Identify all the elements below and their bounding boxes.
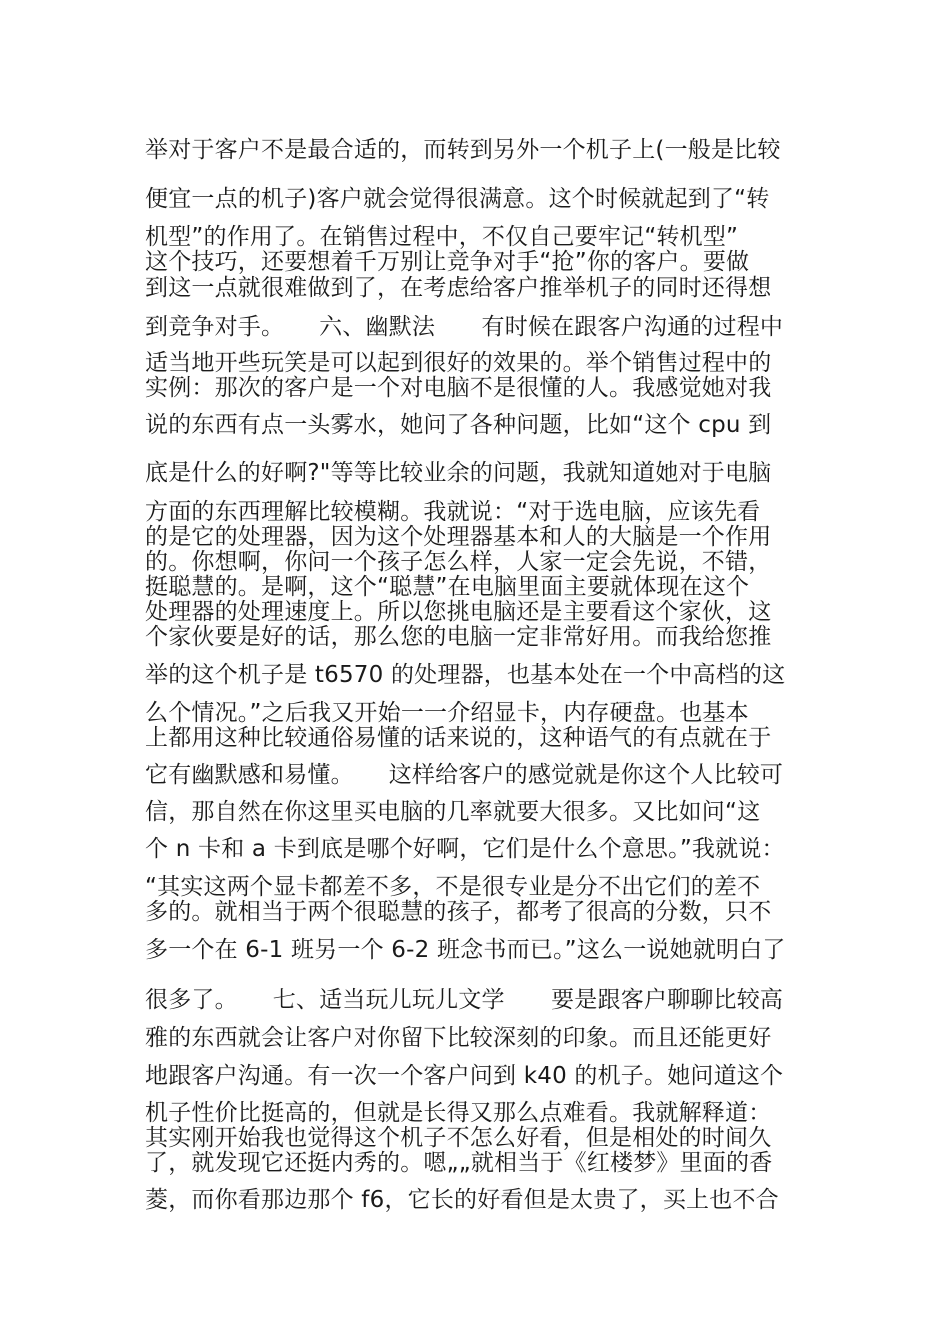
- text-line: 机型”的作用了。在销售过程中，不仅自己要牢记“转机型”: [145, 224, 739, 250]
- text-line: 便宜一点的机子)客户就会觉得很满意。这个时候就起到了“转: [145, 186, 770, 212]
- text-line: 很多了。 七、适当玩儿玩儿文学 要是跟客户聊聊比较高: [145, 987, 784, 1013]
- text-line: 这个技巧，还要想着千万别让竞争对手“抢”你的客户。要做: [145, 249, 750, 275]
- text-line: 到这一点就很难做到了，在考虑给客户推举机子的同时还得想: [145, 275, 772, 301]
- text-line: 菱，而你看那边那个 f6，它长的好看但是太贵了，买上也不合: [145, 1187, 779, 1213]
- text-line: 多一个在 6-1 班另一个 6-2 班念书而已。”这么一说她就明白了: [145, 937, 786, 963]
- text-line: 其实刚开始我也觉得这个机子不怎么好看，但是相处的时间久: [145, 1125, 772, 1151]
- text-line: 举的这个机子是 t6570 的处理器，也基本处在一个中高档的这: [145, 662, 786, 688]
- text-line: 适当地开些玩笑是可以起到很好的效果的。举个销售过程中的: [145, 350, 772, 376]
- text-line: 方面的东西理解比较模糊。我就说：“对于选电脑，应该先看: [145, 499, 761, 525]
- text-line: 个 n 卡和 a 卡到底是哪个好啊，它们是什么个意思。”我就说：: [145, 836, 785, 862]
- text-line: “其实这两个显卡都差不多，不是很专业是分不出它们的差不: [145, 874, 761, 900]
- text-line: 处理器的处理速度上。所以您挑电脑还是主要看这个家伙，这: [145, 599, 772, 625]
- text-line: 了，就发现它还挺内秀的。嗯„„就相当于《红楼梦》里面的香: [145, 1150, 773, 1176]
- text-line: 它有幽默感和易懂。 这样给客户的感觉就是你这个人比较可: [145, 762, 784, 788]
- text-line: 多的。就相当于两个很聪慧的孩子，都考了很高的分数，只不: [145, 899, 772, 925]
- text-line: 到竞争对手。 六、幽默法 有时候在跟客户沟通的过程中: [145, 314, 784, 340]
- text-line: 机子性价比挺高的，但就是长得又那么点难看。我就解释道：: [145, 1100, 772, 1126]
- text-line: 挺聪慧的。是啊，这个“聪慧”在电脑里面主要就体现在这个: [145, 574, 750, 600]
- text-line: 说的东西有点一头雾水，她问了各种问题，比如“这个 cpu 到: [145, 412, 772, 438]
- text-line: 个家伙要是好的话，那么您的电脑一定非常好用。而我给您推: [145, 624, 772, 650]
- text-line: 信，那自然在你这里买电脑的几率就要大很多。又比如问“这: [145, 799, 761, 825]
- text-line: 的是它的处理器，因为这个处理器基本和人的大脑是一个作用: [145, 524, 772, 550]
- text-line: 雅的东西就会让客户对你留下比较深刻的印象。而且还能更好: [145, 1025, 772, 1051]
- text-line: 举对于客户不是最合适的，而转到另外一个机子上(一般是比较: [145, 137, 781, 163]
- text-line: 的。你想啊，你问一个孩子怎么样，人家一定会先说，不错，: [145, 549, 772, 575]
- text-line: 么个情况。”之后我又开始一一介绍显卡，内存硬盘。也基本: [145, 700, 749, 726]
- text-line: 实例：那次的客户是一个对电脑不是很懂的人。我感觉她对我: [145, 375, 772, 401]
- text-line: 上都用这种比较通俗易懂的话来说的，这种语气的有点就在于: [145, 725, 772, 751]
- text-line: 地跟客户沟通。有一次一个客户问到 k40 的机子。她问道这个: [145, 1063, 784, 1089]
- text-line: 底是什么的好啊?"等等比较业余的问题，我就知道她对于电脑: [145, 460, 772, 486]
